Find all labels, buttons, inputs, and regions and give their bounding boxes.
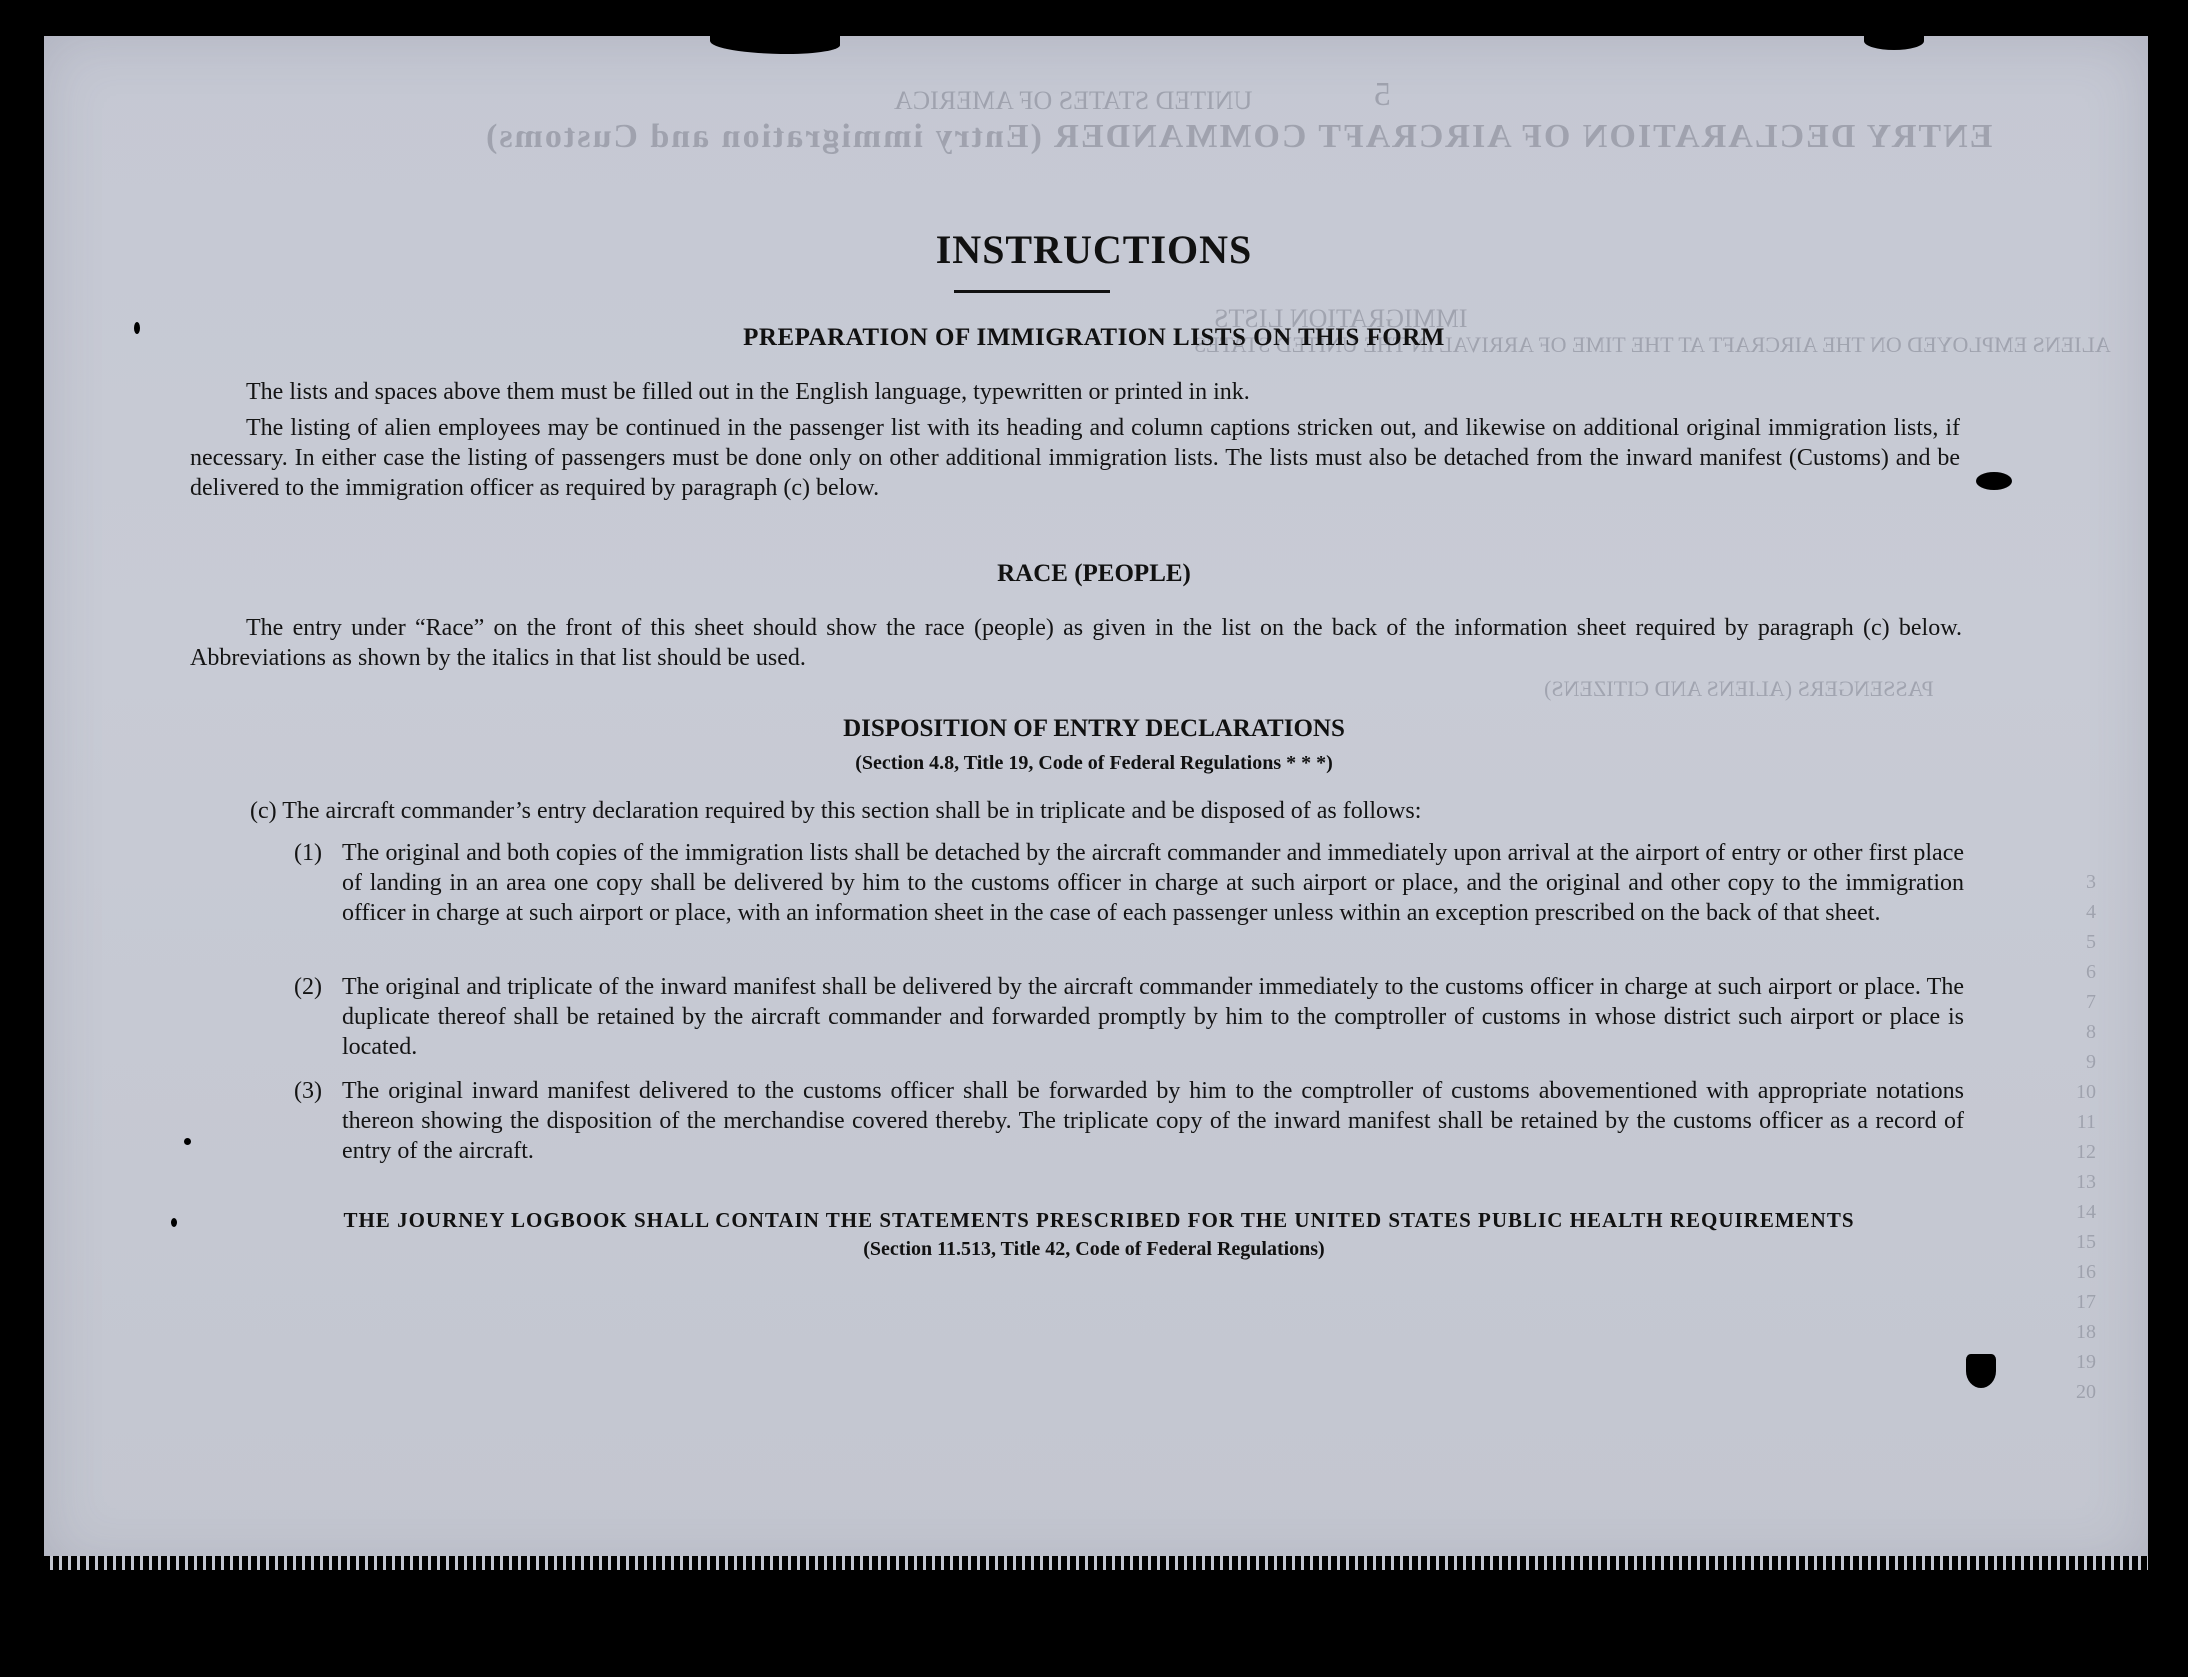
torn-edge-mark: [44, 1556, 2148, 1570]
show-through-text: ALIENS EMPLOYED ON THE AIRCRAFT AT THE TIME OF ARRIVAL IN THE UNITED STATES: [1194, 332, 2111, 357]
ink-spot: [134, 322, 140, 334]
show-through-row-number: 20: [2076, 1381, 2096, 1403]
show-through-row-number: 8: [2086, 1021, 2096, 1043]
section-heading-journey: THE JOURNEY LOGBOOK SHALL CONTAIN THE STATEMENTS PRESCRIBED FOR THE UNITED STATES PUBLIC HEALTH REQUIREMENTS: [343, 1208, 1855, 1232]
list-item: [294, 1076, 1964, 1166]
list-item-text: The original and triplicate of the inward manifest shall be delivered by the aircraft commander immediately to the customs officer in charge at such airport or place. The duplicate thereof shall be retained by the aircraft commander and forwarded promptly by him to the comptroller of customs in whose district such airport or place is located.: [342, 974, 1964, 1060]
list-item-text: The original inward manifest delivered to the customs officer shall be forwarded by him to the comptroller of customs abovementioned with appropriate notations thereon showing the disposition of the merchandise covered thereby. The triplicate copy of the inward manifest shall be retained by the customs officer as a record of entry of the aircraft.: [342, 1078, 1964, 1164]
list-item-number: (3): [294, 1078, 322, 1104]
paragraph-race: The entry under “Race” on the front of this sheet should show the race (people) as given in the list on the back of the information sheet required by paragraph (c) below. Abbreviations as shown by the italics in that list should be used.: [190, 615, 1962, 671]
paragraph-alien-employees: The listing of alien employees may be continued in the passenger list with its heading and column captions stricken out, and likewise on additional original immigration lists, if necessary. In either case the listing of passengers must be done only on other additional immigration lists. The lists must also be detached from the inward manifest (Customs) and be delivered to the immigration officer as required by paragraph (c) below.: [190, 415, 1960, 501]
show-through-page-mark: 5: [1374, 76, 1391, 113]
show-through-row-number: 11: [2076, 1111, 2096, 1133]
list-item-number: (1): [294, 840, 322, 866]
torn-edge-mark: [1864, 32, 1924, 50]
show-through-row-number: 18: [2076, 1321, 2096, 1343]
show-through-row-number: 17: [2076, 1291, 2096, 1313]
ink-spot: [1966, 1354, 1996, 1388]
list-item: [294, 972, 1964, 1062]
show-through-row-number: 16: [2076, 1261, 2096, 1283]
show-through-row-number: 4: [2086, 901, 2096, 923]
show-through-text: IMMIGRATION LISTS: [1214, 304, 1468, 333]
ink-spot: [1976, 472, 2012, 490]
paragraph-lists: The lists and spaces above them must be filled out in the English language, typewritten or printed in ink.: [246, 379, 1250, 405]
show-through-row-number: 12: [2076, 1141, 2096, 1163]
list-item-text: The original and both copies of the immigration lists shall be detached by the aircraft commander and immediately upon arrival at the airport of entry or other first place of landing in an area one copy shall be delivered by him to the customs officer in charge at such airport or place, and the original and other copy to the immigration officer in charge at such airport or place, with an information sheet in the case of each passenger unless within an exception prescribed on the back of that sheet.: [342, 840, 1964, 926]
section-subheading-disposition: (Section 4.8, Title 19, Code of Federal Regulations * * *): [855, 752, 1333, 774]
list-item: [294, 838, 1964, 928]
show-through-row-number: 10: [2076, 1081, 2096, 1103]
show-through-row-number: 6: [2086, 961, 2096, 983]
show-through-row-number: 15: [2076, 1231, 2096, 1253]
paragraph-c-intro: (c) The aircraft commander’s entry declaration required by this section shall be in triplicate and be disposed of as follows:: [250, 798, 1422, 824]
show-through-row-number: 13: [2076, 1171, 2096, 1193]
show-through-text: PASSENGERS (ALIENS AND CITIZENS): [1544, 676, 1934, 701]
show-through-row-number: 7: [2086, 991, 2096, 1013]
show-through-row-number: 19: [2076, 1351, 2096, 1373]
section-heading-preparation: PREPARATION OF IMMIGRATION LISTS ON THIS FORM: [743, 324, 1445, 351]
section-subheading-journey: (Section 11.513, Title 42, Code of Federal Regulations): [863, 1238, 1325, 1260]
ink-spot: [171, 1218, 177, 1227]
show-through-text: ENTRY DECLARATION OF AIRCRAFT COMMANDER (Entry immigration and Customs): [484, 118, 1993, 155]
show-through-text: UNITED STATES OF AMERICA: [894, 86, 1253, 115]
page-title: INSTRUCTIONS: [935, 227, 1253, 272]
section-heading-race: RACE (PEOPLE): [997, 560, 1191, 587]
show-through-row-number: 14: [2076, 1201, 2096, 1223]
title-underline: [954, 290, 1110, 293]
show-through-row-number: 3: [2086, 871, 2096, 893]
show-through-row-number: 5: [2086, 931, 2096, 953]
show-through-row-number: 9: [2086, 1051, 2096, 1073]
list-item-number: (2): [294, 974, 322, 1000]
ink-spot: [184, 1138, 191, 1145]
torn-edge-mark: [710, 32, 840, 54]
section-heading-disposition: DISPOSITION OF ENTRY DECLARATIONS: [843, 715, 1345, 742]
